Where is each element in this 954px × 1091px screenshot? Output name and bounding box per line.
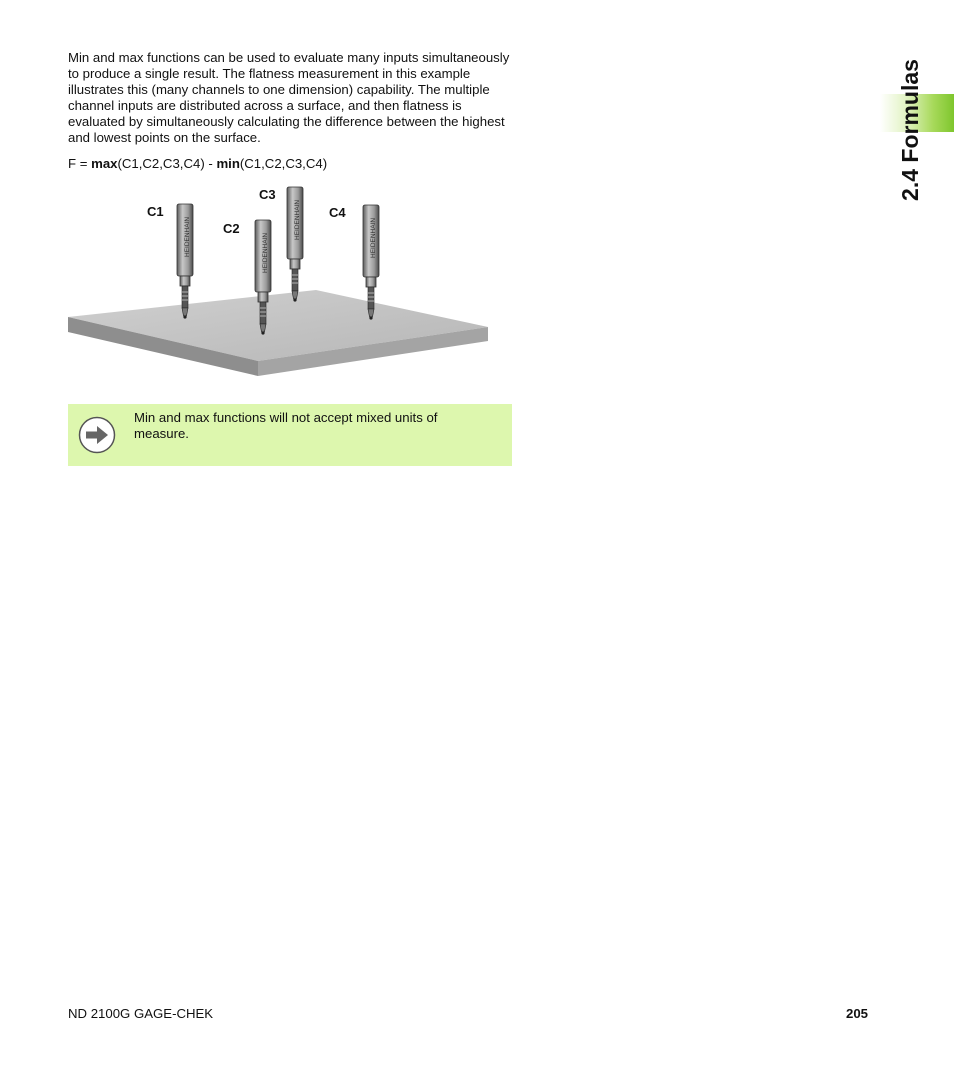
page-number: 205 — [846, 1006, 869, 1021]
section-title: 2.4 Formulas — [897, 59, 923, 201]
probe-brand-c2: HEIDENHAIN — [262, 232, 269, 273]
manual-title: ND 2100G GAGE-CHEK — [68, 1006, 214, 1021]
note-box — [68, 404, 512, 466]
formula-min-function: min — [216, 156, 240, 171]
formula-line — [68, 156, 327, 172]
flatness-illustration — [68, 184, 492, 380]
probe-brand-c3: HEIDENHAIN — [294, 199, 301, 240]
paragraph-text: Min and max functions can be used to evaluate many inputs simultaneously to produce a single result. The flatness measurement in this example illustrates this (many channels to one dimension) capability. The multiple channel inputs are distributed across a surface, and then flatness is evaluated by simultaneously calculating the difference between the highest and lowest points on the surface. — [68, 50, 510, 145]
arrow-right-icon — [78, 416, 116, 454]
formula-prefix: F = — [68, 156, 92, 171]
intro-paragraph — [68, 50, 513, 146]
flatness-figure — [68, 184, 492, 380]
probe-brand-c4: HEIDENHAIN — [370, 217, 377, 258]
label-c3: C3 — [259, 187, 276, 202]
label-c1: C1 — [147, 204, 164, 219]
formula-max-function: max — [91, 156, 118, 171]
label-c2: C2 — [223, 221, 240, 236]
label-c4: C4 — [329, 205, 346, 220]
formula-min-args: (C1,C2,C3,C4) — [239, 156, 328, 171]
probe-brand-c1: HEIDENHAIN — [184, 216, 191, 257]
formula-max-args: (C1,C2,C3,C4) - — [117, 156, 217, 171]
note-text: Min and max functions will not accept mixed units of measure. — [134, 410, 438, 441]
